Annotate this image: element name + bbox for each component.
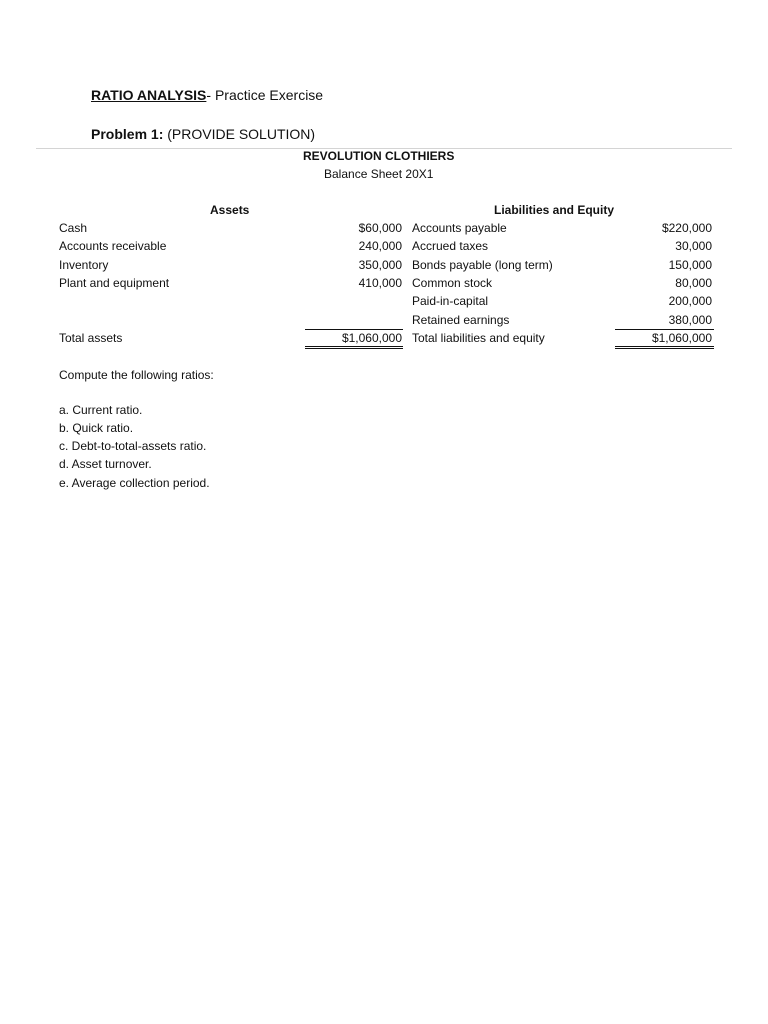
asset-label: Plant and equipment bbox=[59, 276, 170, 290]
total-assets-amount: $1,060,000 bbox=[341, 331, 402, 345]
liabilities-subtotal-rule bbox=[615, 329, 714, 330]
exercise-item: c. Debt-to-total-assets ratio. bbox=[59, 439, 207, 453]
exercise-item: e. Average collection period. bbox=[59, 476, 210, 490]
liability-amount: 380,000 bbox=[668, 313, 712, 327]
asset-label: Accounts receivable bbox=[59, 239, 167, 253]
page-title bbox=[91, 87, 323, 103]
exercise-prompt: Compute the following ratios: bbox=[59, 368, 214, 382]
assets-subtotal-rule bbox=[305, 329, 403, 330]
liability-label: Accounts payable bbox=[412, 221, 507, 235]
total-liabilities-label: Total liabilities and equity bbox=[412, 331, 545, 345]
problem-label: Problem 1: bbox=[91, 126, 164, 142]
problem-instruction: (PROVIDE SOLUTION) bbox=[163, 126, 316, 142]
asset-amount: 410,000 bbox=[358, 276, 402, 290]
liability-amount: 80,000 bbox=[675, 276, 712, 290]
liabilities-header: Liabilities and Equity bbox=[494, 203, 615, 217]
liability-label: Bonds payable (long term) bbox=[412, 258, 553, 272]
liability-label: Accrued taxes bbox=[412, 239, 489, 253]
exercise-item: a. Current ratio. bbox=[59, 403, 143, 417]
liability-label: Common stock bbox=[412, 276, 493, 290]
total-assets-label: Total assets bbox=[59, 331, 123, 345]
exercise-item: b. Quick ratio. bbox=[59, 421, 134, 435]
assets-total-double-rule bbox=[305, 346, 403, 347]
company-name: REVOLUTION CLOTHIERS bbox=[303, 149, 455, 163]
statement-title: Balance Sheet 20X1 bbox=[324, 167, 434, 181]
assets-total-double-rule bbox=[305, 348, 403, 349]
total-liabilities-amount: $1,060,000 bbox=[651, 331, 712, 345]
asset-amount: 350,000 bbox=[358, 258, 402, 272]
liabilities-total-double-rule bbox=[615, 348, 714, 349]
problem-heading bbox=[91, 126, 315, 142]
asset-label: Cash bbox=[59, 221, 88, 235]
liability-amount: 30,000 bbox=[675, 239, 712, 253]
title-bold: RATIO ANALYSIS bbox=[91, 87, 207, 103]
exercise-item: d. Asset turnover. bbox=[59, 457, 152, 471]
liability-label: Paid-in-capital bbox=[412, 294, 489, 308]
liability-label: Retained earnings bbox=[412, 313, 510, 327]
asset-label: Inventory bbox=[59, 258, 109, 272]
asset-amount: $60,000 bbox=[358, 221, 402, 235]
liabilities-total-double-rule bbox=[615, 346, 714, 347]
liability-amount: 200,000 bbox=[668, 294, 712, 308]
title-rest: - Practice Exercise bbox=[206, 87, 324, 103]
liability-amount: 150,000 bbox=[668, 258, 712, 272]
liability-amount: $220,000 bbox=[661, 221, 712, 235]
asset-amount: 240,000 bbox=[358, 239, 402, 253]
assets-header: Assets bbox=[210, 203, 250, 217]
